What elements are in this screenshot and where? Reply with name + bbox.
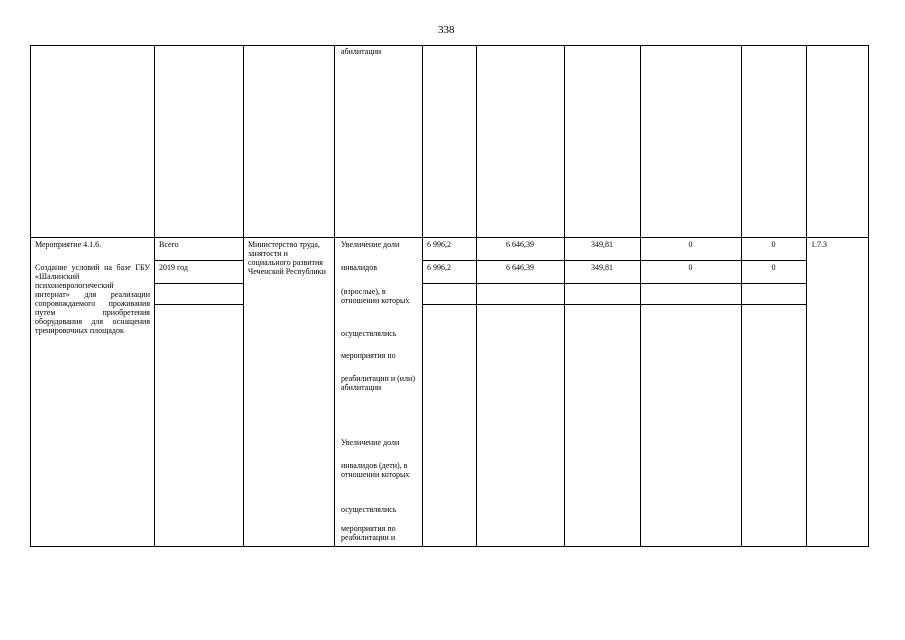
- total-local: 0: [688, 240, 693, 249]
- indicator-adults-line-4: осуществлялись: [341, 329, 397, 338]
- year-other: 0: [771, 263, 776, 272]
- page-number: 338: [438, 24, 455, 36]
- indicator-adults-line-3: (взрослые), в отношении которых: [341, 287, 410, 305]
- year-local: 0: [688, 263, 693, 272]
- indicator-children-line-3: осуществлялись: [341, 505, 397, 514]
- executor: Министерство труда, занятости и социального развития Чеченской Республики: [248, 240, 326, 276]
- total-amount: 6 996,2: [427, 240, 451, 249]
- indicator-children-line-4: мероприятия по реабилитации и: [341, 524, 396, 542]
- total-federal: 6 646,39: [506, 240, 534, 249]
- linked-indicator: 1.7.3: [811, 240, 827, 249]
- year-amount: 6 996,2: [427, 263, 451, 272]
- indicator-children-line-2: инвалидов (дети), в отношении которых: [341, 461, 410, 479]
- indicator-adults-line-1: Увеличение доли: [341, 240, 400, 249]
- period-total-label: Всего: [159, 240, 179, 249]
- year-regional: 349,81: [591, 263, 613, 272]
- year-federal: 6 646,39: [506, 263, 534, 272]
- total-regional: 349,81: [591, 240, 613, 249]
- indicator-adults-line-2: инвалидов: [341, 263, 377, 272]
- period-year-label: 2019 год: [159, 263, 188, 272]
- indicator-children-line-1: Увеличение доли: [341, 438, 400, 447]
- measure-description: Создание условий на базе ГБУ «Шалинский психоневрологический интернат» для реализации сопровождаемого проживания путем приобретения оборудования для оснащения тренировочных площадок: [35, 263, 150, 335]
- indicator-adults-line-6: реабилитации и (или) абилитации: [341, 374, 415, 392]
- measure-title: Мероприятие 4.1.6.: [35, 240, 102, 249]
- indicator-adults-line-5: мероприятия по: [341, 351, 396, 360]
- indicator-fragment: абилитации: [341, 47, 382, 56]
- total-other: 0: [771, 240, 776, 249]
